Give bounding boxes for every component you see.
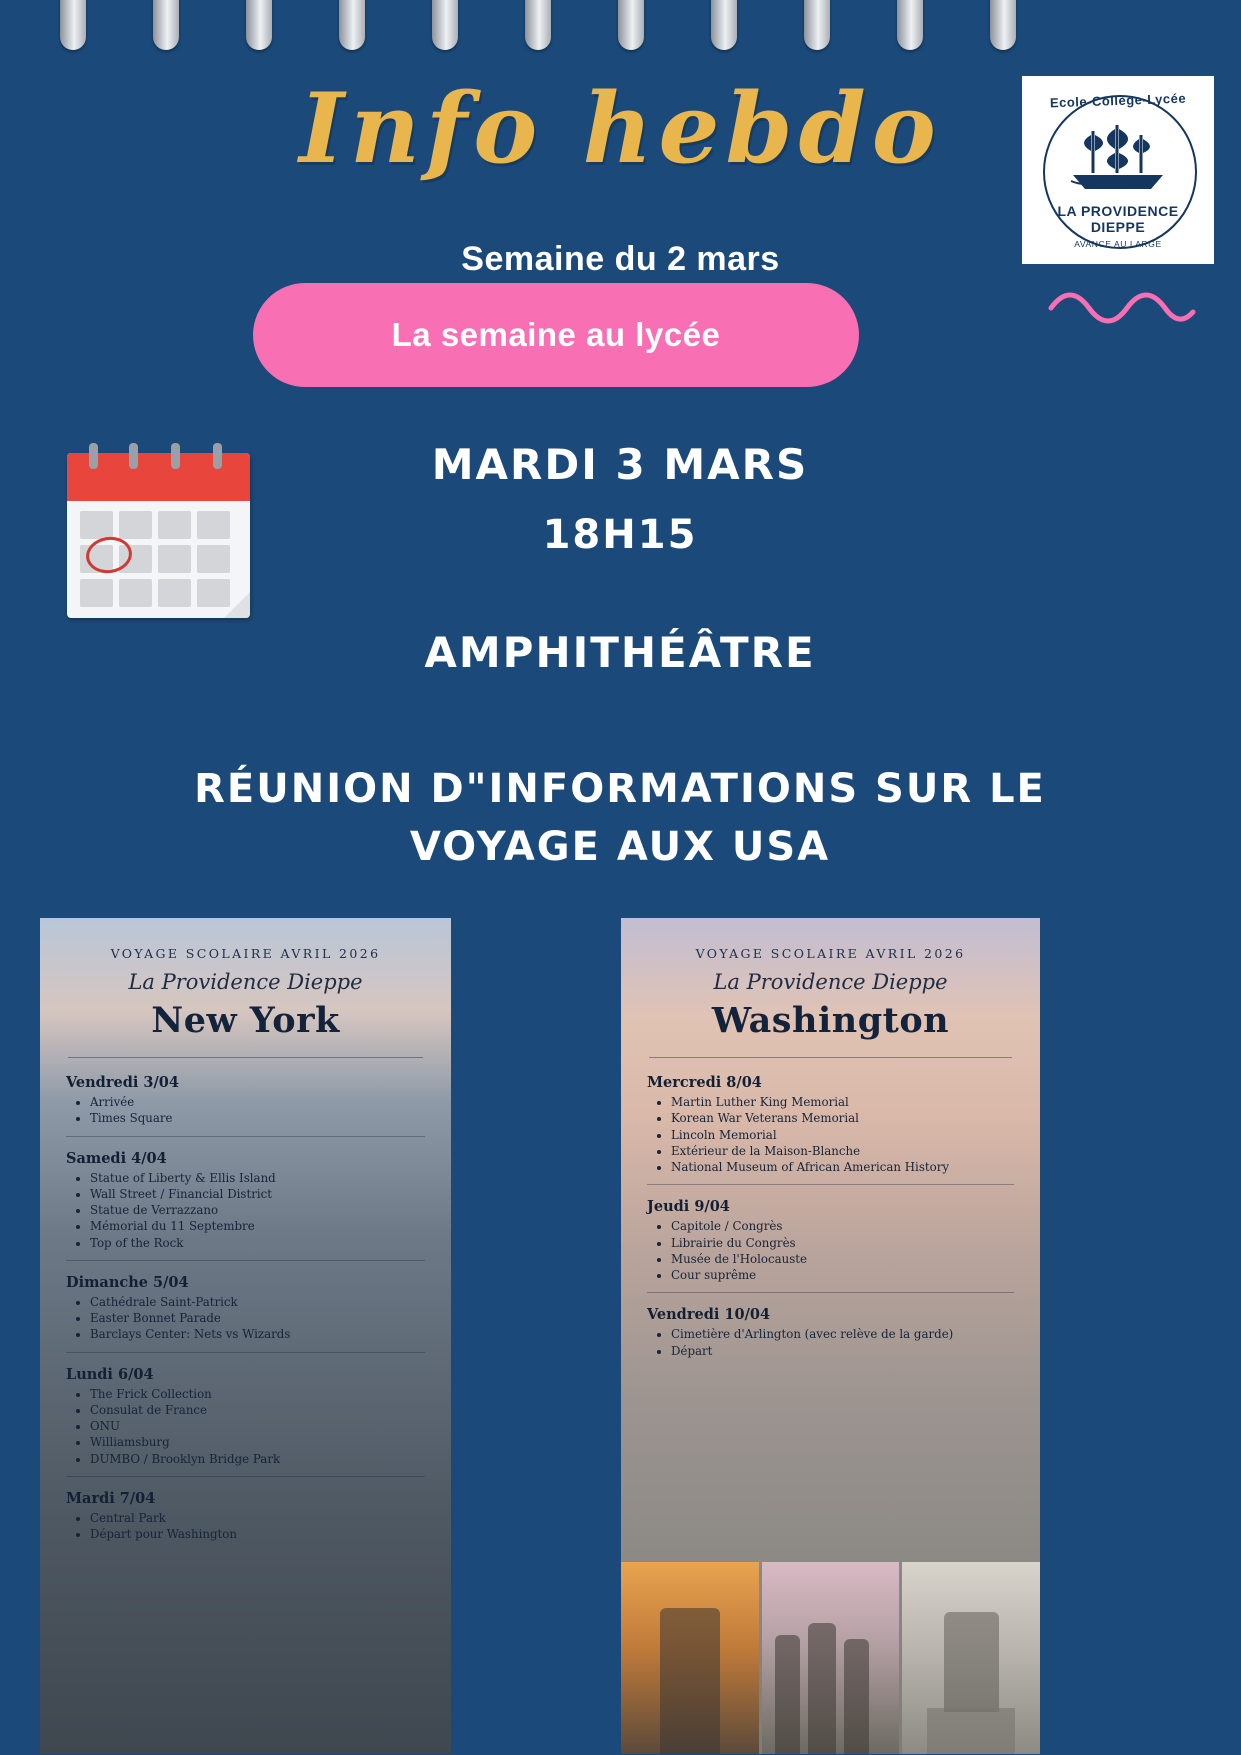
logo-top-text: Ecole-Collège-Lycée [1049,90,1187,111]
poster-date: Dimanche 5/04 [66,1273,189,1291]
spiral-ring [897,0,923,50]
poster-item-list [647,1218,1014,1283]
spiral-ring [618,0,644,50]
spiral-ring [246,0,272,50]
school-logo [1022,76,1214,264]
poster-item-list [647,1326,1014,1359]
poster-divider [66,1136,425,1137]
list-item: • Cour suprême [671,1267,1014,1283]
poster-date: Mardi 7/04 [66,1489,156,1507]
list-item: • Korean War Veterans Memorial [671,1110,1014,1126]
poster-divider [66,1476,425,1477]
poster-divider [66,1352,425,1353]
poster-thumbnail-strip [621,1562,1040,1754]
poster-item-list [66,1094,425,1127]
list-item: • National Museum of African American History [671,1159,1014,1175]
list-item: • ONU [90,1418,425,1434]
poster-divider [647,1292,1014,1293]
mlk-memorial-photo [621,1562,759,1754]
poster-item-list [66,1294,425,1343]
poster-divider [66,1260,425,1261]
spiral-ring [60,0,86,50]
poster-city: New York [151,1000,340,1041]
event-description: RÉUNION D"INFORMATIONS SUR LE VOYAGE AUX USA [194,766,1046,870]
poster-date: Lundi 6/04 [66,1365,154,1383]
section-badge-label: La semaine au lycée [391,316,721,353]
poster-school: La Providence Dieppe [713,970,948,994]
poster-date: Vendredi 3/04 [66,1074,179,1091]
list-item: • Cimetière d'Arlington (avec relève de la garde) [671,1326,1014,1342]
poster-item-list [647,1094,1014,1175]
list-item: • Musée de l'Holocauste [671,1251,1014,1267]
list-item: • Martin Luther King Memorial [671,1094,1014,1110]
poster-kicker: VOYAGE SCOLAIRE AVRIL 2026 [110,946,381,961]
spiral-binding [0,0,1241,80]
list-item: • Lincoln Memorial [671,1127,1014,1143]
poster-item-list [66,1510,425,1543]
spiral-ring [804,0,830,50]
spiral-ring [711,0,737,50]
lincoln-memorial-photo [902,1562,1040,1754]
spiral-ring [990,0,1016,50]
poster-date: Vendredi 10/04 [647,1306,771,1324]
spiral-ring [432,0,458,50]
list-item: • Consulat de France [90,1402,425,1418]
logo-bottom-text: LA PROVIDENCE DIEPPE [1057,203,1179,235]
poster-school: La Providence Dieppe [128,970,363,994]
list-item: • DUMBO / Brooklyn Bridge Park [90,1451,425,1467]
poster-divider [649,1057,1012,1058]
list-item: • Départ [671,1343,1014,1359]
list-item: • Wall Street / Financial District [90,1186,425,1202]
section-badge [253,283,859,387]
list-item: • Barclays Center: Nets vs Wizards [90,1326,425,1342]
event-time: 18H15 [542,512,698,558]
list-item: • Extérieur de la Maison-Blanche [671,1143,1014,1159]
spiral-ring [525,0,551,50]
list-item: • Easter Bonnet Parade [90,1310,425,1326]
list-item: • Départ pour Washington [90,1526,425,1542]
poster-item-list [66,1386,425,1467]
list-item: • The Frick Collection [90,1386,425,1402]
list-item: • Times Square [90,1110,425,1126]
list-item: • Top of the Rock [90,1235,425,1251]
poster-date: Jeudi 9/04 [647,1198,730,1216]
poster-divider [68,1057,423,1058]
poster-date: Samedi 4/04 [66,1149,167,1167]
list-item: • Statue of Liberty & Ellis Island [90,1170,425,1186]
poster-kicker: VOYAGE SCOLAIRE AVRIL 2026 [695,946,966,961]
list-item: • Librairie du Congrès [671,1235,1014,1251]
poster-divider [647,1184,1014,1185]
poster-date: Mercredi 8/04 [647,1074,762,1091]
poster-city: Washington [711,1000,950,1041]
list-item: • Mémorial du 11 Septembre [90,1218,425,1234]
list-item: • Capitole / Congrès [671,1218,1014,1234]
logo-motto: AVANCE AU LARGE [1074,239,1162,249]
page-title: Info hebdo [299,72,942,185]
wave-squiggle-icon [1047,286,1199,326]
spiral-ring [339,0,365,50]
poster-washington [621,918,1040,1754]
list-item: • Central Park [90,1510,425,1526]
list-item: • Arrivée [90,1094,425,1110]
event-day: MARDI 3 MARS [431,440,809,489]
week-label: Semaine du 2 mars [461,240,780,278]
poster-new-york [40,918,451,1754]
spiral-ring [153,0,179,50]
list-item: • Williamsburg [90,1434,425,1450]
korean-war-memorial-photo [762,1562,900,1754]
list-item: • Statue de Verrazzano [90,1202,425,1218]
list-item: • Cathédrale Saint-Patrick [90,1294,425,1310]
sailing-ship-icon [1053,119,1183,197]
event-place: AMPHITHÉÂTRE [424,628,816,677]
poster-item-list [66,1170,425,1251]
